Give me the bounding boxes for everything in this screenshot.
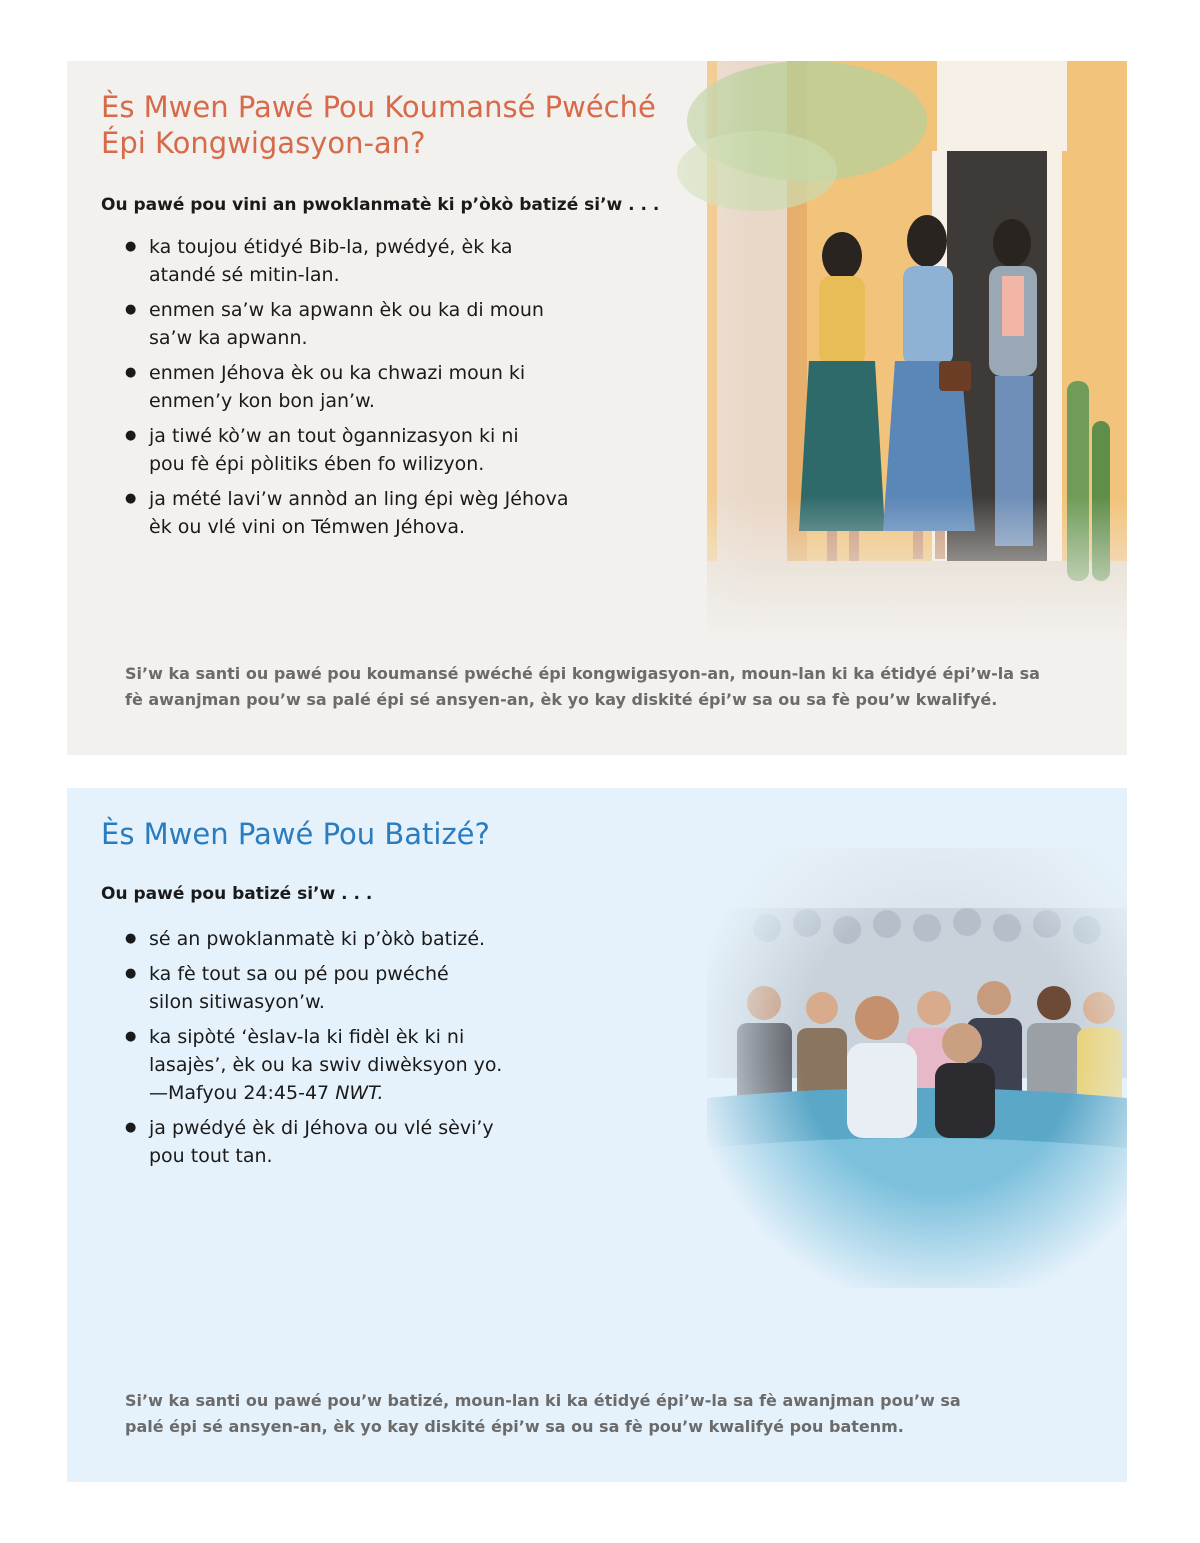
requirements-list bbox=[125, 925, 555, 1177]
lead-sentence: Ou pawé pou batizé si’w . . . bbox=[101, 884, 373, 904]
item-line: èk ou vlé vini on Témwen Jéhova. bbox=[149, 516, 466, 538]
title-line: Épi Kongwigasyon-an? bbox=[101, 126, 426, 160]
item-line: ka sipòté ‘èslav-la ki fidèl èk ki ni bbox=[149, 1026, 465, 1048]
footnote-line: Si’w ka santi ou pawé pou koumansé pwéché épi kongwigasyon-an, moun-lan ki ka étidyé épi’w-la sa bbox=[125, 664, 1040, 683]
section-title bbox=[101, 89, 741, 161]
bible-version: NWT. bbox=[335, 1082, 384, 1104]
list-item bbox=[125, 960, 555, 1016]
item-line: enmen Jéhova èk ou ka chwazi moun ki bbox=[149, 362, 526, 384]
item-line: silon sitiwasyon’w. bbox=[149, 991, 325, 1013]
title-line: Ès Mwen Pawé Pou Koumansé Pwéché bbox=[101, 90, 656, 124]
baptism-readiness-panel bbox=[67, 788, 1127, 1482]
list-item bbox=[125, 925, 555, 953]
footnote-line: Si’w ka santi ou pawé pou’w batizé, moun-lan ki ka étidyé épi’w-la sa fè awanjman pou’w sa bbox=[125, 1391, 961, 1410]
lead-sentence: Ou pawé pou vini an pwoklanmatè ki p’òkò batizé si’w . . . bbox=[101, 195, 660, 215]
list-item bbox=[125, 296, 605, 352]
item-line: lasajès’, èk ou ka swiv diwèksyon yo. bbox=[149, 1054, 503, 1076]
footnote bbox=[125, 1388, 1025, 1440]
list-item bbox=[125, 485, 605, 541]
footnote-line: fè awanjman pou’w sa palé épi sé ansyen-an, èk yo kay diskité épi’w sa ou sa fè pou’w kwalifyé. bbox=[125, 690, 998, 709]
list-item bbox=[125, 1114, 555, 1170]
item-line: ja tiwé kò’w an tout ògannizasyon ki ni bbox=[149, 425, 519, 447]
item-line: ja pwédyé èk di Jéhova ou vlé sèvi’y bbox=[149, 1117, 494, 1139]
item-line: enmen’y kon bon jan’w. bbox=[149, 390, 375, 412]
item-line: enmen sa’w ka apwann èk ou ka di moun bbox=[149, 299, 544, 321]
item-line: ka fè tout sa ou pé pou pwéché bbox=[149, 963, 449, 985]
item-line: ka toujou étidyé Bib-la, pwédyé, èk ka bbox=[149, 236, 513, 258]
list-item bbox=[125, 233, 605, 289]
scripture-reference: —Mafyou 24:45-47 bbox=[149, 1082, 330, 1104]
baptism-illustration bbox=[707, 848, 1127, 1288]
requirements-list bbox=[125, 233, 605, 548]
list-item bbox=[125, 1023, 555, 1107]
list-item bbox=[125, 359, 605, 415]
list-item bbox=[125, 422, 605, 478]
item-line: atandé sé mitin-lan. bbox=[149, 264, 340, 286]
item-line: pou fè épi pòlitiks ében fo wilizyon. bbox=[149, 453, 485, 475]
item-line: ja mété lavi’w annòd an ling épi wèg Jéhova bbox=[149, 488, 569, 510]
section-title: Ès Mwen Pawé Pou Batizé? bbox=[101, 817, 490, 851]
footnote bbox=[125, 661, 1085, 713]
footnote-line: palé épi sé ansyen-an, èk yo kay diskité épi’w sa ou sa fè pou’w kwalifyé pou batenm. bbox=[125, 1417, 904, 1436]
preaching-readiness-panel bbox=[67, 61, 1127, 755]
item-line: sa’w ka apwann. bbox=[149, 327, 308, 349]
item-line: pou tout tan. bbox=[149, 1145, 273, 1167]
item-line: sé an pwoklanmatè ki p’òkò batizé. bbox=[149, 928, 486, 950]
